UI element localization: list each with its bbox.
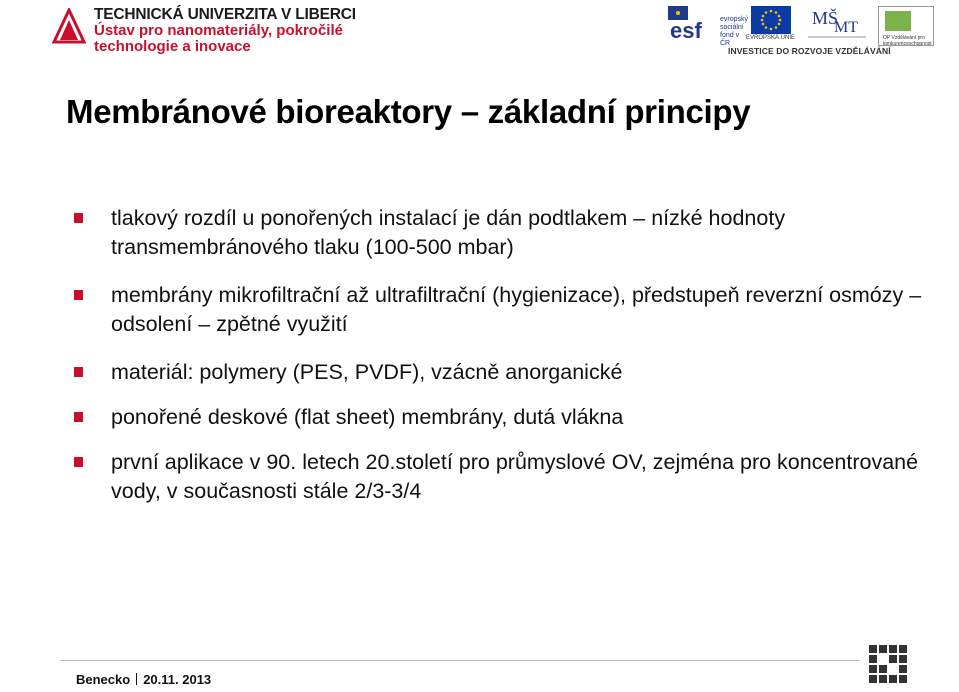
bullet-text: materiál: polymery (PES, PVDF), vzácně anorganické — [111, 360, 623, 384]
bullet-list — [74, 204, 934, 506]
op-logo-mark-icon — [885, 11, 911, 31]
bullet-square-icon — [74, 457, 83, 467]
institute-name-line1: Ústav pro nanomateriály, pokročilé — [94, 22, 343, 39]
bullet-square-icon — [74, 412, 83, 422]
university-logo — [52, 6, 356, 55]
op-caption: OP Vzdělávání pro konkurenceschopnost — [883, 35, 932, 47]
bullet-item — [74, 358, 934, 387]
university-name-block — [94, 6, 356, 55]
grid-logo-icon — [869, 645, 909, 685]
institute-name-line2: technologie a inovace — [94, 38, 251, 55]
footer-separator — [136, 673, 137, 685]
university-name: TECHNICKÁ UNIVERZITA V LIBERCI — [94, 6, 356, 23]
bullet-item — [74, 204, 934, 262]
footer-date: 20.11. 2013 — [143, 672, 212, 687]
bullet-text: tlakový rozdíl u ponořených instalací je dán podtlakem – nízké hodnoty transmembránového tlaku (100-500 mbar) — [111, 206, 786, 259]
bullet-square-icon — [74, 367, 83, 377]
university-emblem-icon — [52, 8, 86, 44]
partner-logos — [668, 4, 940, 58]
eu-caption: EVROPSKÁ UNIE — [746, 35, 796, 41]
bullet-square-icon — [74, 213, 83, 223]
bullet-item — [74, 403, 934, 432]
bullet-text: první aplikace v 90. letech 20.století pro průmyslové OV, zejména pro koncentrované vody, v současnosti stále 2/3-3/4 — [111, 450, 919, 503]
svg-text:MT: MT — [834, 19, 858, 36]
bullet-item — [74, 448, 934, 506]
bullet-item — [74, 281, 934, 339]
footer — [76, 672, 211, 687]
eu-flag-icon — [751, 6, 791, 34]
footer-author: Benecko — [76, 672, 131, 687]
footer-divider — [60, 660, 860, 661]
op-logo — [878, 6, 934, 46]
investment-slogan: INVESTICE DO ROZVOJE VZDĚLÁVÁNÍ — [728, 46, 891, 56]
slide-title: Membránové bioreaktory – základní principy — [66, 93, 751, 130]
bullet-square-icon — [74, 290, 83, 300]
msmt-logo-icon — [808, 4, 866, 40]
esf-caption: evropský sociální fond v ČR — [720, 16, 749, 47]
bullet-text: ponořené deskové (flat sheet) membrány, dutá vlákna — [111, 405, 624, 429]
svg-text:MŠ: MŠ — [812, 8, 839, 28]
svg-text:esf: esf — [670, 18, 702, 42]
bullet-text: membrány mikrofiltrační až ultrafiltrační (hygienizace), předstupeň reverzní osmózy – odsolení – zpětné využití — [111, 283, 922, 336]
